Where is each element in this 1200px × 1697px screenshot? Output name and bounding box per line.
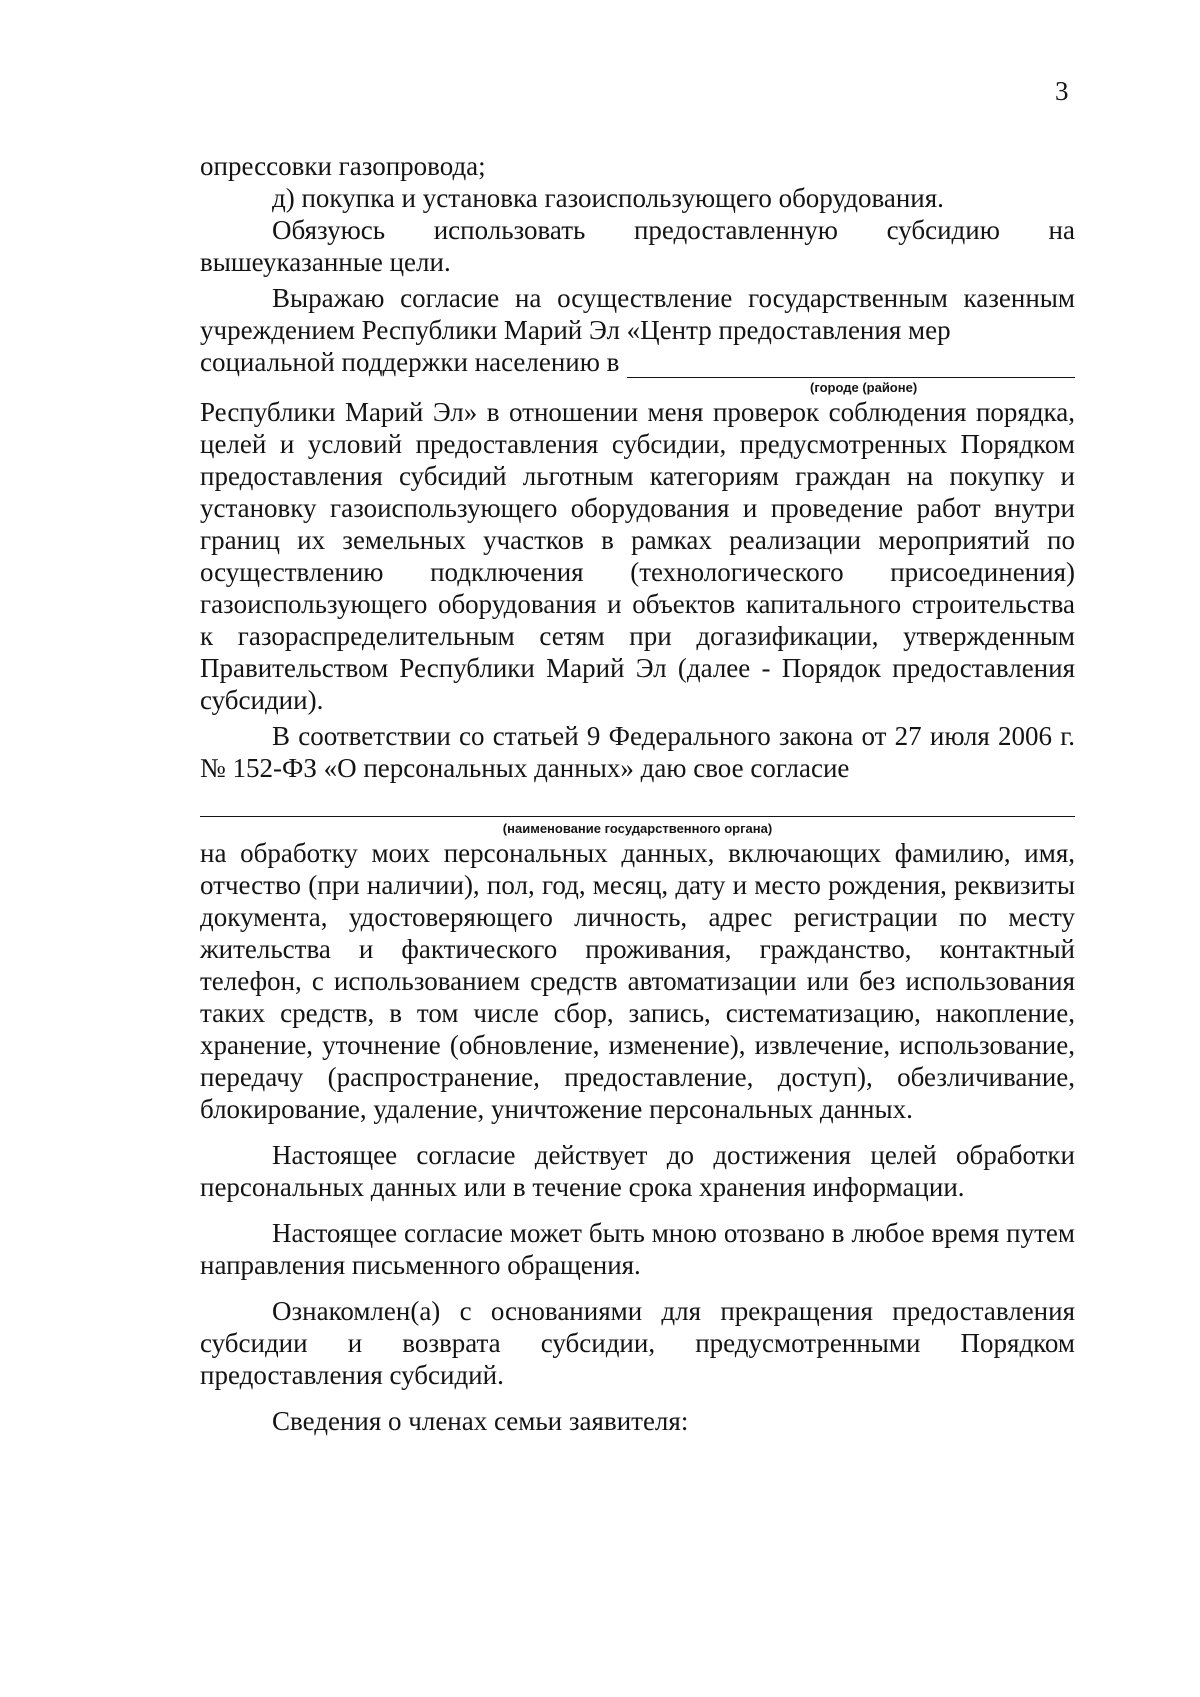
paragraph-consent-inspection: Выражаю согласие на осуществление государственным казенным учреждением Республики Марий Эл «Центр предоставления мер: [200, 283, 1075, 345]
authority-caption: (наименование государственного органа): [502, 821, 773, 836]
paragraph-gas-pressure-test: опрессовки газопровода;: [200, 151, 486, 181]
page-number: 3: [1055, 76, 1069, 106]
authority-blank-field[interactable]: [200, 790, 1075, 817]
city-blank-field[interactable]: [627, 353, 1075, 378]
paragraph-consent-revocation: Настоящее согласие может быть мною отозвано в любое время путем направления письменного обращения.: [200, 1218, 1075, 1280]
paragraph-consent-validity: Настоящее согласие действует до достижения целей обработки персональных данных или в течение срока хранения информации.: [200, 1140, 1075, 1202]
document-body: [200, 150, 1075, 1437]
city-caption: (городе (районе): [810, 380, 918, 395]
paragraph-personal-data-law: В соответствии со статьей 9 Федерального закона от 27 июля 2006 г. № 152-ФЗ «О персональных данных» даю свое согласие: [200, 721, 1075, 783]
paragraph-inspection-details: Республики Марий Эл» в отношении меня проверок соблюдения порядка, целей и условий предоставления субсидии, предусмотренных Порядком предоставления субсидий льготным категориям граждан на покупку и установку газоиспользующего оборудования и проведение работ внутри границ их земельных участков в рамках реализации мероприятий по осуществлению подключения (технологического присоединения) газоиспользующего оборудования и объектов капитального строительства к газораспределительным сетям при догазификации, утвержденным Правительством Республики Марий Эл (далее - Порядок предоставления субсидии).: [200, 397, 1075, 715]
paragraph-personal-data-scope: на обработку моих персональных данных, включающих фамилию, имя, отчество (при наличии), пол, год, месяц, дату и место рождения, реквизиты документа, удостоверяющего личность, адрес регистрации по месту жительства и фактического проживания, гражданство, контактный телефон, с использованием средств автоматизации или без использования таких средств, в том числе сбор, запись, систематизацию, накопление, хранение, уточнение (обновление, изменение), извлечение, использование, передачу (распространение, предоставление, доступ), обезличивание, блокирование, удаление, уничтожение персональных данных.: [200, 838, 1075, 1124]
city-line: [200, 346, 1075, 378]
city-line-label: социальной поддержки населению в: [200, 347, 620, 377]
paragraph-family-members: Сведения о членах семьи заявителя:: [272, 1406, 689, 1436]
paragraph-obligation: Обязуюсь использовать предоставленную субсидию на вышеуказанные цели.: [200, 215, 1075, 277]
paragraph-subsidy-termination: Ознакомлен(а) с основаниями для прекращения предоставления субсидии и возврата субсидии, предусмотренными Порядком предоставления субсидий.: [200, 1296, 1075, 1390]
paragraph-equipment-purchase: д) покупка и установка газоиспользующего оборудования.: [272, 183, 944, 213]
